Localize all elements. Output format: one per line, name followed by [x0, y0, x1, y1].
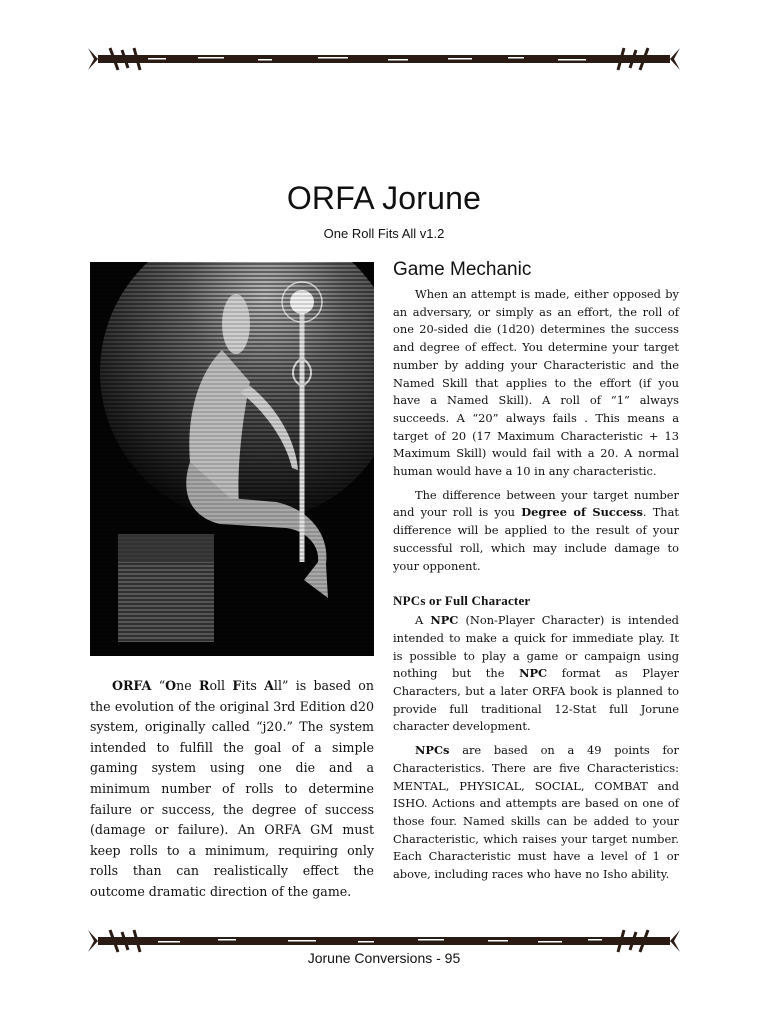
- text-run: ll” is based on the evolution of the original 3rd Edition d20 system, originally called “j20.” The system intended to fulfill the goal of a simple gaming system using one die and a minimum number of rolls to determine failure or success, the degree of success (damage or failure). An ORFA GM must keep rolls to a minimum, requiring only rolls than can realistically effect the outcome dramatic direction of the game.: [90, 678, 374, 899]
- kneeling-figure-illustration: [90, 262, 374, 656]
- bold-text-run: NPCs: [415, 743, 450, 758]
- intro-column: [90, 676, 374, 903]
- game-mechanic-heading: Game Mechanic: [393, 259, 532, 280]
- bold-text-run: F: [232, 678, 242, 693]
- bold-text-run: Degree of Success: [521, 505, 643, 520]
- text-run: . That difference will be applied to the result of your successful roll, which may include damage to your opponent.: [393, 505, 680, 573]
- bold-text-run: NPC: [519, 666, 548, 681]
- text-run: ne: [176, 678, 199, 693]
- npcs-paragraph-1: [393, 612, 679, 736]
- text-run: The difference between your target number and your roll is you: [393, 487, 679, 520]
- bold-text-run: O: [165, 678, 177, 693]
- text-run: format as Player Characters, but a later ORFA book is planned to provide full traditional 12-Stat full Jorune character development.: [393, 666, 679, 734]
- bold-text-run: R: [198, 678, 210, 693]
- right-column: [393, 258, 679, 884]
- page-footer: Jorune Conversions - 95: [307, 950, 461, 966]
- intro-paragraph: [90, 676, 374, 903]
- bold-text-run: ORFA: [112, 678, 152, 693]
- game-mechanic-paragraph-2: [393, 487, 679, 576]
- npcs-heading: NPCs or Full Character: [393, 593, 531, 609]
- top-ornamental-border: [88, 44, 680, 74]
- game-mechanic-paragraph-1: When an attempt is made, either opposed by an adversary, or simply as an effort, the roll of one 20-sided die (1d20) determines the success and degree of effect. You determine your target number by adding your Characteristic and the Named Skill that applies to the effort (if you have a Named Skill). A roll of “1” always succeeds. A “20” always fails . This means a target of 20 (17 Maximum Characteristic + 13 Maximum Skill) would fail with a 20. A normal human would have a 10 in any characteristic.: [393, 287, 679, 479]
- page-title: ORFA Jorune: [286, 180, 482, 216]
- page-subtitle: One Roll Fits All v1.2: [323, 226, 445, 241]
- text-run: are based on a 49 points for Characteristics. There are five Characteristics: MENTAL, PHYSICAL, SOCIAL, COMBAT and ISHO. Actions and attempts are based on one of those four. Named skills can be added to your Characteristic, which raises your target number. Each Characteristic must have a level of 1 or above, including races who have no Isho ability.: [393, 743, 679, 882]
- text-run: its: [241, 678, 265, 693]
- bold-text-run: A: [264, 678, 274, 693]
- bold-text-run: NPC: [430, 613, 459, 628]
- text-run: oll: [209, 678, 233, 693]
- text-run: A: [415, 613, 431, 628]
- text-run: “: [151, 678, 166, 693]
- text-run: (Non-Player Character) is intended intended to make a quick for immediate play. It is possible to play a game or campaign using nothing but the: [393, 613, 679, 681]
- npcs-paragraph-2: [393, 742, 679, 884]
